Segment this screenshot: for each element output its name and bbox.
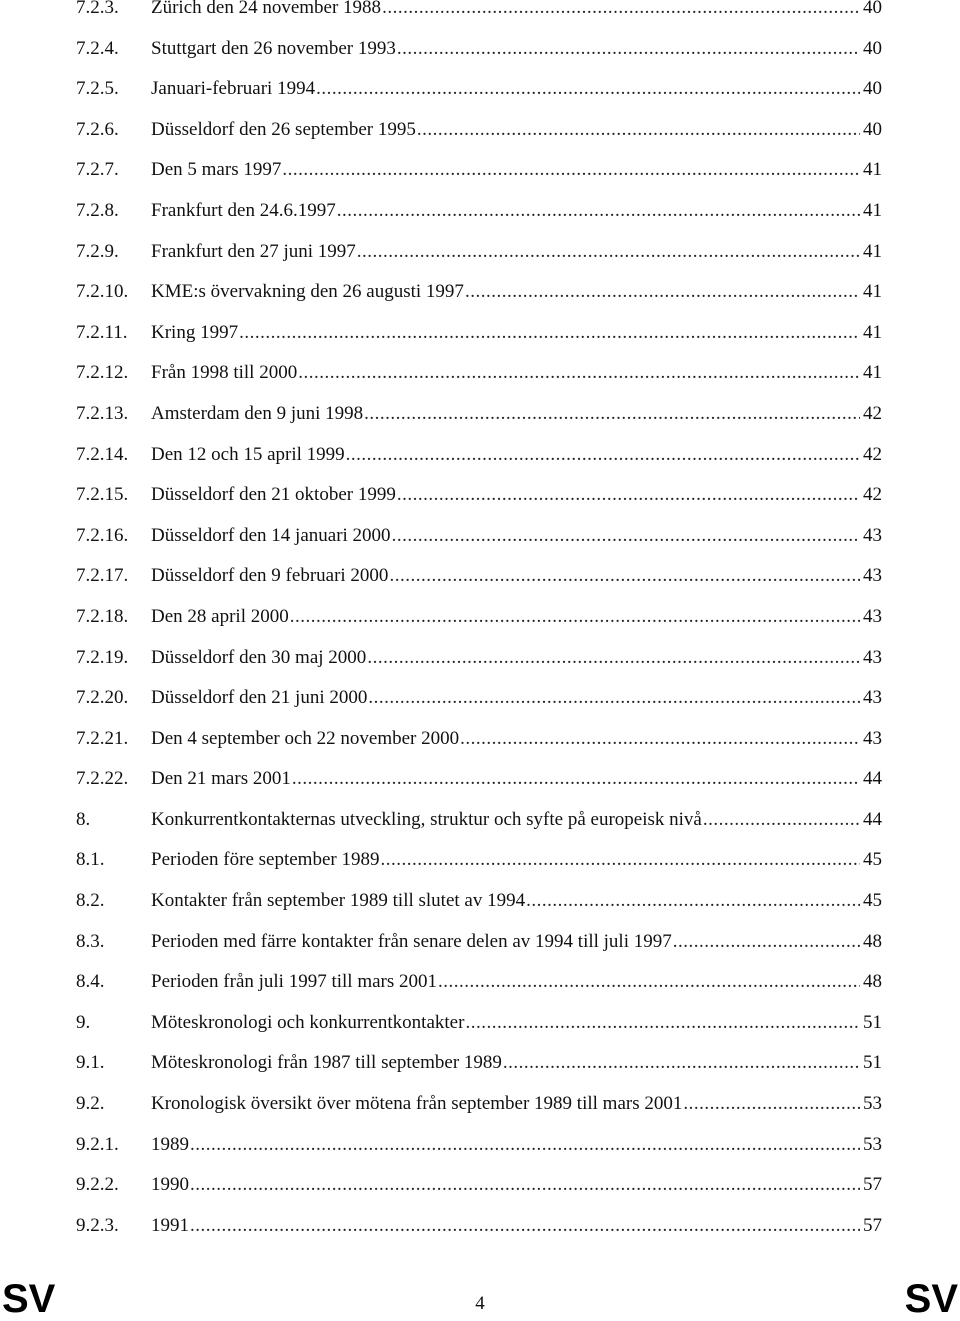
toc-entry-number: 8.1. [76, 849, 105, 871]
toc-dot-leader [382, 0, 860, 29]
toc-entry-title: Düsseldorf den 21 oktober 1999 [151, 484, 396, 506]
toc-entry-page: 42 [863, 484, 882, 506]
toc-entry[interactable] [76, 394, 882, 435]
toc-dot-leader [397, 475, 860, 516]
toc-entry-number: 7.2.17. [76, 565, 129, 587]
toc-entry[interactable] [76, 0, 882, 29]
toc-entry[interactable] [76, 313, 882, 354]
toc-entry-page: 42 [863, 443, 882, 465]
toc-dot-leader [460, 719, 860, 760]
toc-dot-leader [683, 1084, 860, 1125]
toc-entry-number: 7.2.12. [76, 362, 129, 384]
toc-entry-title: Möteskronologi från 1987 till september 1989 [151, 1052, 502, 1074]
toc-entry-title: Frankfurt den 24.6.1997 [151, 199, 336, 221]
toc-entry-page: 57 [863, 1214, 882, 1236]
toc-entry-number: 7.2.18. [76, 605, 129, 627]
toc-entry-page: 45 [863, 890, 882, 912]
toc-entry[interactable] [76, 881, 882, 922]
toc-entry[interactable] [76, 1043, 882, 1084]
toc-entry-title: Den 21 mars 2001 [151, 768, 291, 790]
language-tag-left: SV [2, 1277, 56, 1321]
toc-entry-number: 9.2.1. [76, 1133, 119, 1155]
toc-dot-leader [239, 313, 860, 354]
toc-entry-number: 7.2.21. [76, 727, 129, 749]
toc-entry-number: 8.4. [76, 971, 105, 993]
toc-entry-title: 1991 [151, 1214, 189, 1236]
toc-entry-page: 44 [863, 808, 882, 830]
toc-dot-leader [190, 1206, 860, 1247]
toc-entry-title: Düsseldorf den 21 juni 2000 [151, 687, 368, 709]
toc-entry-number: 7.2.22. [76, 768, 129, 790]
toc-entry-title: Stuttgart den 26 november 1993 [151, 37, 396, 59]
toc-dot-leader [397, 29, 860, 70]
toc-entry[interactable] [76, 638, 882, 679]
toc-dot-leader [290, 597, 860, 638]
toc-entry-number: 7.2.19. [76, 646, 129, 668]
toc-entry-page: 57 [863, 1174, 882, 1196]
toc-entry-title: 1989 [151, 1133, 189, 1155]
toc-entry-page: 43 [863, 524, 882, 546]
toc-entry-number: 7.2.4. [76, 37, 119, 59]
toc-entry-page: 41 [863, 321, 882, 343]
toc-entry-page: 40 [863, 0, 882, 18]
toc-entry[interactable] [76, 597, 882, 638]
toc-entry-page: 41 [863, 159, 882, 181]
toc-dot-leader [190, 1165, 860, 1206]
toc-entry-page: 43 [863, 565, 882, 587]
toc-entry[interactable] [76, 1003, 882, 1044]
toc-entry-page: 48 [863, 930, 882, 952]
toc-entry-title: Perioden med färre kontakter från senare delen av 1994 till juli 1997 [151, 930, 672, 952]
toc-entry-page: 44 [863, 768, 882, 790]
toc-dot-leader [316, 69, 860, 110]
toc-entry-title: Från 1998 till 2000 [151, 362, 298, 384]
toc-entry[interactable] [76, 1125, 882, 1166]
toc-dot-leader [368, 678, 860, 719]
toc-entry[interactable] [76, 922, 882, 963]
toc-entry[interactable] [76, 1165, 882, 1206]
toc-entry-page: 43 [863, 605, 882, 627]
toc-entry-page: 41 [863, 199, 882, 221]
toc-entry-number: 7.2.9. [76, 240, 119, 262]
toc-entry-number: 7.2.6. [76, 118, 119, 140]
toc-entry[interactable] [76, 272, 882, 313]
toc-entry-title: Den 12 och 15 april 1999 [151, 443, 345, 465]
toc-entry-number: 7.2.7. [76, 159, 119, 181]
toc-entry[interactable] [76, 353, 882, 394]
toc-entry[interactable] [76, 191, 882, 232]
toc-entry-number: 9.2. [76, 1093, 105, 1115]
page-number: 4 [475, 1293, 485, 1314]
toc-entry[interactable] [76, 556, 882, 597]
language-tag-right: SV [904, 1277, 958, 1321]
table-of-contents [76, 0, 882, 1246]
toc-dot-leader [417, 110, 860, 151]
toc-entry-number: 9.2.3. [76, 1214, 119, 1236]
toc-entry[interactable] [76, 232, 882, 273]
toc-entry-number: 7.2.13. [76, 402, 129, 424]
toc-entry[interactable] [76, 840, 882, 881]
toc-entry-title: Kronologisk översikt över mötena från september 1989 till mars 2001 [151, 1093, 683, 1115]
toc-entry-title: Januari-februari 1994 [151, 78, 316, 100]
toc-entry-page: 51 [863, 1011, 882, 1033]
toc-entry-page: 40 [863, 78, 882, 100]
toc-entry-number: 8.3. [76, 930, 105, 952]
toc-dot-leader [526, 881, 860, 922]
toc-entry-number: 7.2.10. [76, 281, 129, 303]
toc-dot-leader [282, 150, 860, 191]
toc-dot-leader [364, 394, 860, 435]
toc-entry-number: 7.2.15. [76, 484, 129, 506]
toc-entry-title: Möteskronologi och konkurrentkontakter [151, 1011, 465, 1033]
toc-entry-title: Düsseldorf den 30 maj 2000 [151, 646, 367, 668]
toc-entry-title: Den 5 mars 1997 [151, 159, 282, 181]
toc-entry-title: Konkurrentkontakternas utveckling, struktur och syfte på europeisk nivå [151, 808, 702, 830]
toc-entry-title: Kring 1997 [151, 321, 239, 343]
toc-entry-page: 41 [863, 362, 882, 384]
toc-dot-leader [346, 435, 860, 476]
toc-entry-title: Frankfurt den 27 juni 1997 [151, 240, 356, 262]
toc-entry-title: Den 28 april 2000 [151, 605, 289, 627]
toc-dot-leader [465, 272, 860, 313]
toc-entry-page: 53 [863, 1093, 882, 1115]
toc-entry-number: 9. [76, 1011, 91, 1033]
toc-entry-page: 48 [863, 971, 882, 993]
toc-dot-leader [298, 353, 860, 394]
toc-entry-number: 8.2. [76, 890, 105, 912]
toc-entry-title: Den 4 september och 22 november 2000 [151, 727, 460, 749]
toc-entry[interactable] [76, 475, 882, 516]
toc-dot-leader [367, 638, 860, 679]
toc-entry-title: Kontakter från september 1989 till slutet av 1994 [151, 890, 526, 912]
toc-entry-number: 7.2.3. [76, 0, 119, 18]
toc-entry-number: 7.2.11. [76, 321, 128, 343]
toc-entry-title: KME:s övervakning den 26 augusti 1997 [151, 281, 464, 303]
toc-entry-title: Düsseldorf den 14 januari 2000 [151, 524, 391, 546]
toc-entry-number: 9.1. [76, 1052, 105, 1074]
toc-dot-leader [337, 191, 860, 232]
toc-dot-leader [190, 1125, 860, 1166]
toc-dot-leader [389, 556, 860, 597]
toc-entry[interactable] [76, 516, 882, 557]
toc-entry-number: 7.2.20. [76, 687, 129, 709]
toc-dot-leader [438, 962, 860, 1003]
toc-dot-leader [392, 516, 860, 557]
toc-entry-page: 53 [863, 1133, 882, 1155]
toc-entry-page: 43 [863, 687, 882, 709]
toc-entry-title: Düsseldorf den 26 september 1995 [151, 118, 416, 140]
toc-entry[interactable] [76, 150, 882, 191]
toc-entry-page: 42 [863, 402, 882, 424]
toc-entry[interactable] [76, 1206, 882, 1247]
toc-entry-number: 7.2.5. [76, 78, 119, 100]
toc-entry-page: 43 [863, 727, 882, 749]
toc-dot-leader [673, 922, 860, 963]
toc-entry[interactable] [76, 29, 882, 70]
toc-entry-title: Perioden från juli 1997 till mars 2001 [151, 971, 438, 993]
toc-entry-page: 51 [863, 1052, 882, 1074]
toc-entry-title: 1990 [151, 1174, 189, 1196]
toc-dot-leader [465, 1003, 860, 1044]
toc-entry[interactable] [76, 435, 882, 476]
toc-dot-leader [292, 759, 860, 800]
toc-entry-page: 40 [863, 118, 882, 140]
toc-entry-title: Zürich den 24 november 1988 [151, 0, 382, 18]
toc-entry[interactable] [76, 1084, 882, 1125]
toc-entry-title: Amsterdam den 9 juni 1998 [151, 402, 364, 424]
toc-entry-page: 43 [863, 646, 882, 668]
toc-entry[interactable] [76, 678, 882, 719]
toc-dot-leader [703, 800, 860, 841]
toc-entry-page: 41 [863, 240, 882, 262]
toc-entry[interactable] [76, 962, 882, 1003]
toc-entry-number: 7.2.8. [76, 199, 119, 221]
toc-entry[interactable] [76, 800, 882, 841]
toc-entry-number: 7.2.16. [76, 524, 129, 546]
toc-entry[interactable] [76, 110, 882, 151]
toc-entry-page: 45 [863, 849, 882, 871]
toc-entry-page: 40 [863, 37, 882, 59]
toc-dot-leader [380, 840, 860, 881]
toc-dot-leader [503, 1043, 860, 1084]
toc-entry-number: 8. [76, 808, 91, 830]
toc-entry[interactable] [76, 69, 882, 110]
toc-entry[interactable] [76, 759, 882, 800]
toc-entry[interactable] [76, 719, 882, 760]
toc-entry-number: 9.2.2. [76, 1174, 119, 1196]
toc-entry-title: Düsseldorf den 9 februari 2000 [151, 565, 389, 587]
toc-entry-page: 41 [863, 281, 882, 303]
toc-entry-number: 7.2.14. [76, 443, 129, 465]
toc-entry-title: Perioden före september 1989 [151, 849, 380, 871]
toc-dot-leader [357, 232, 860, 273]
